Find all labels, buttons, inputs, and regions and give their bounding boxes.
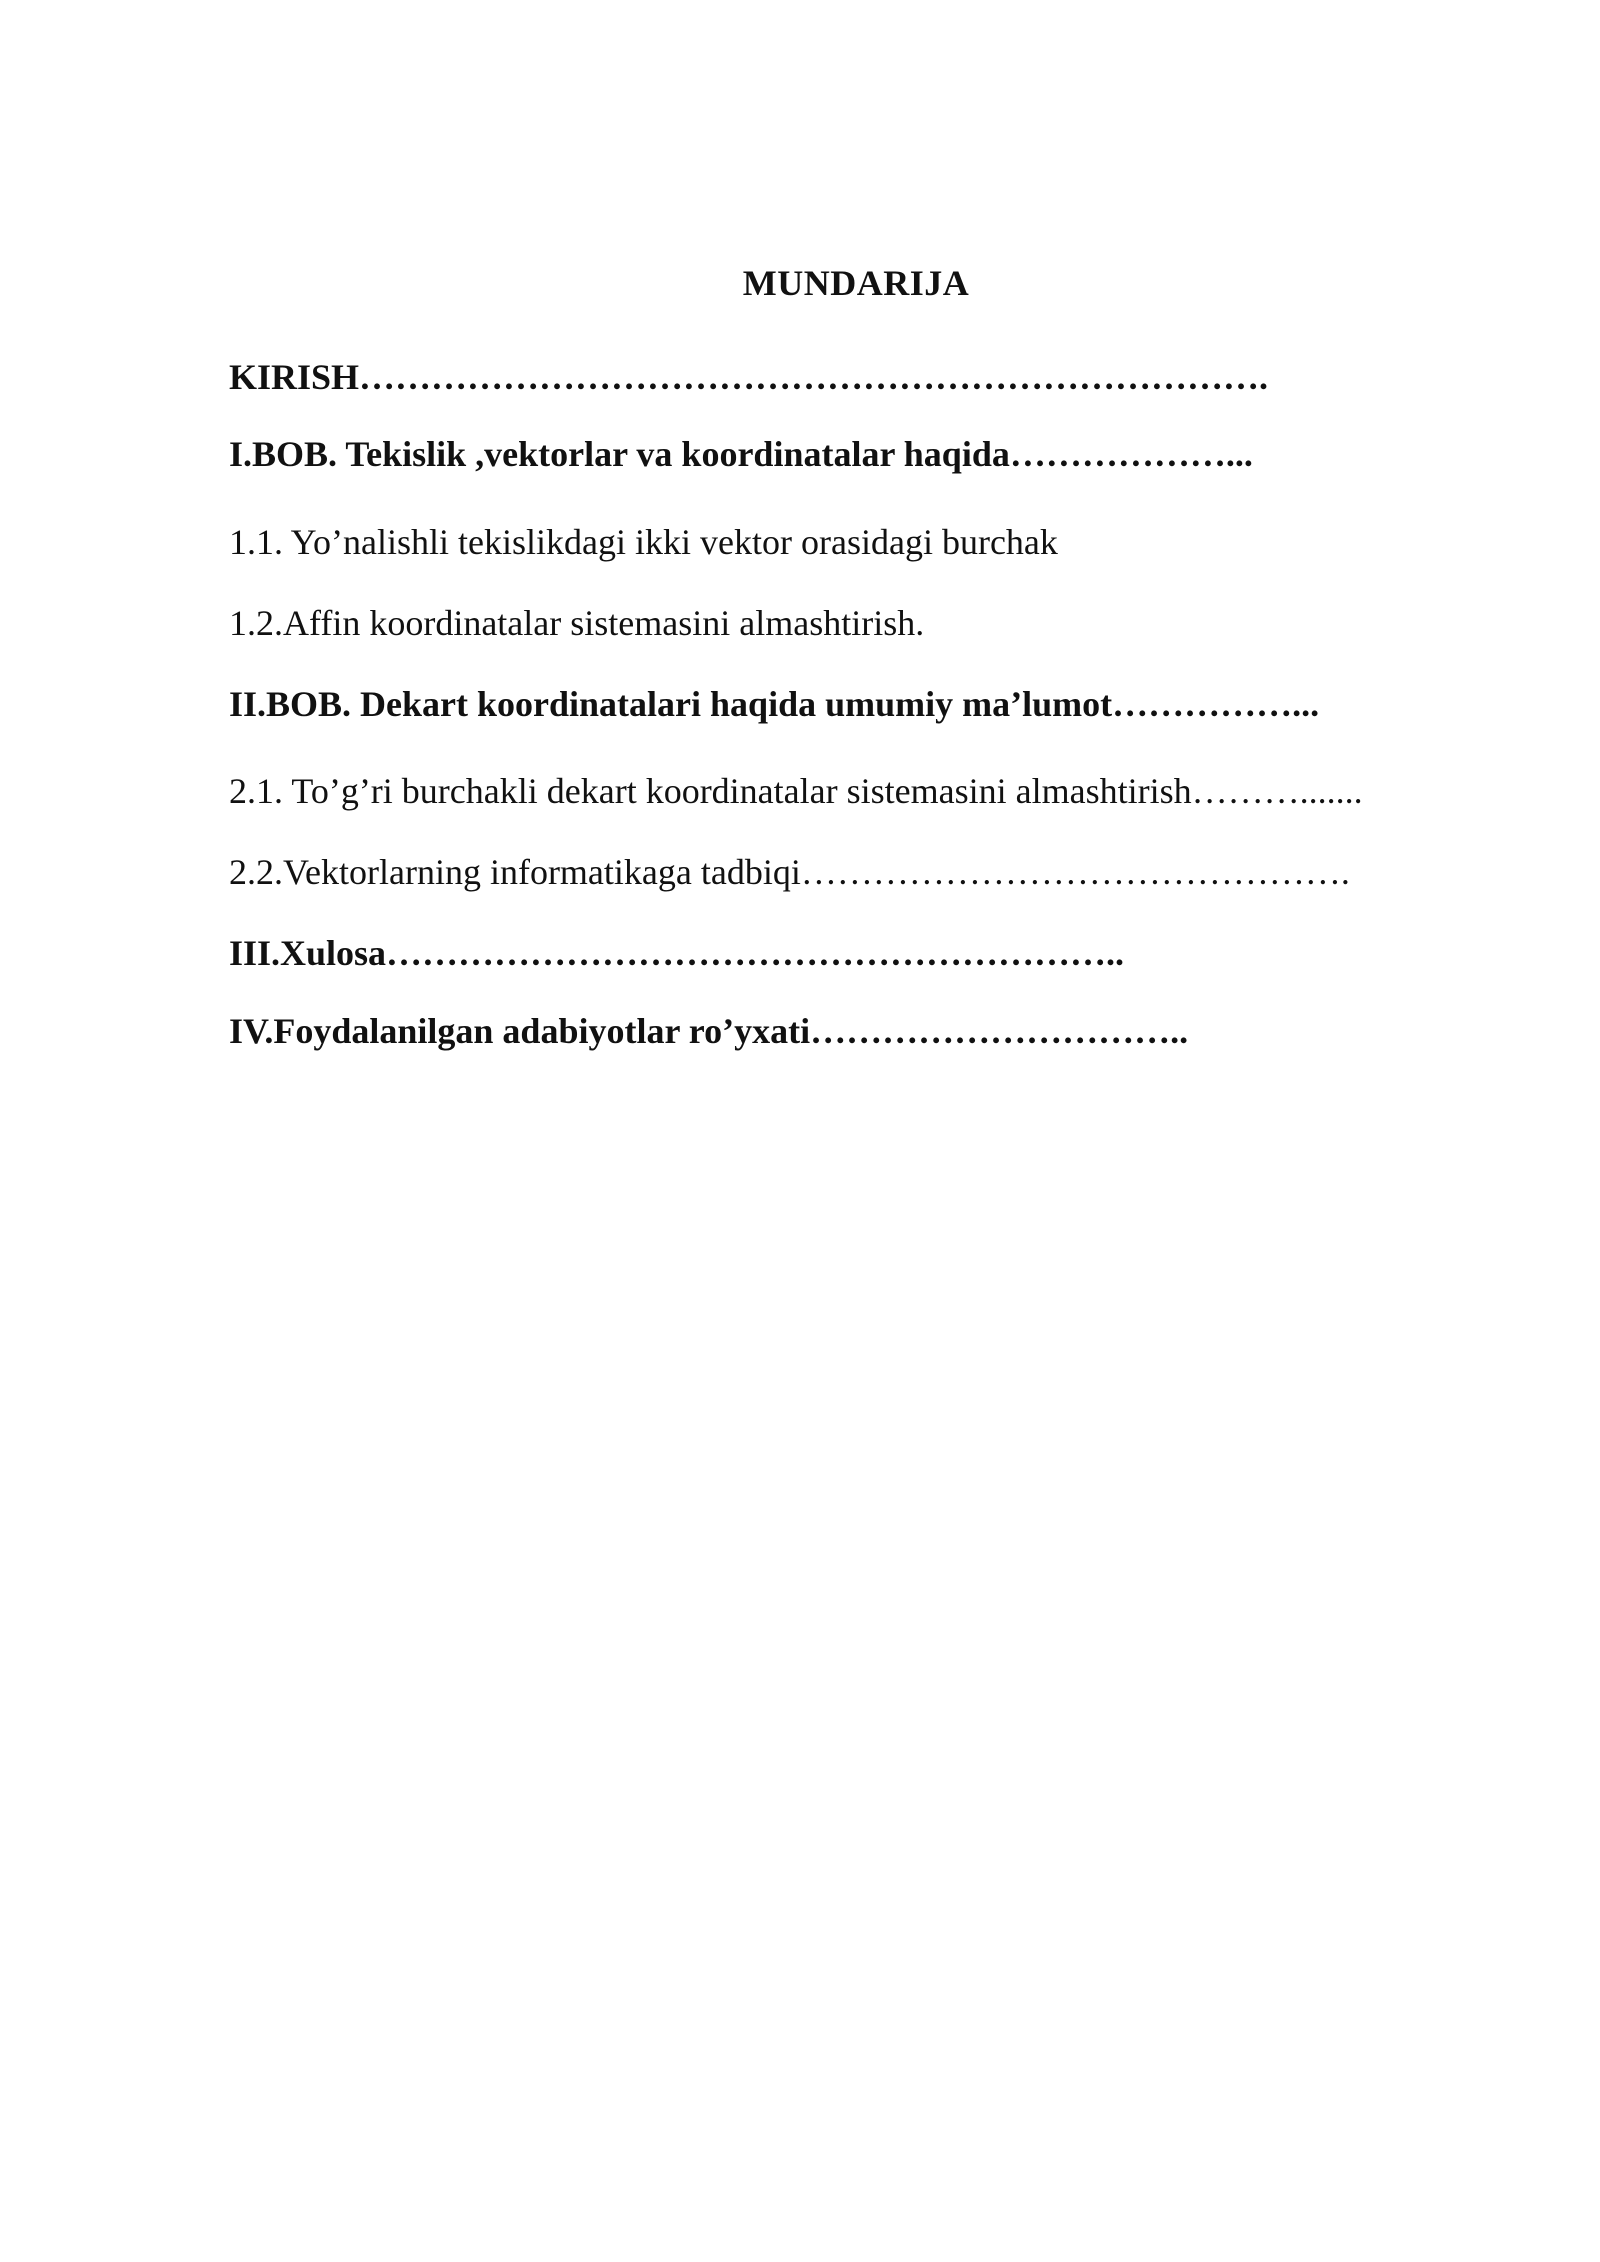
toc-item-chapter-2: II.BOB. Dekart koordinatalari haqida umumiy ma’lumot……………... [229, 684, 1320, 724]
toc-item-section-1-1: 1.1. Yo’nalishli tekislikdagi ikki vektor orasidagi burchak [229, 522, 1058, 562]
toc-item-section-2-2: 2.2.Vektorlarning informatikaga tadbiqi………………………………………. [229, 852, 1350, 892]
toc-item-references: IV.Foydalanilgan adabiyotlar ro’yxati………………………….. [229, 1011, 1189, 1051]
toc-item-kirish: KIRISH…………………………………………………………………. [229, 357, 1269, 397]
toc-item-section-2-1: 2.1. To’g’ri burchakli dekart koordinatalar sistemasini almashtirish………....... [229, 771, 1363, 811]
toc-item-section-1-2: 1.2.Affin koordinatalar sistemasini almashtirish. [229, 603, 925, 643]
page-title: MUNDARIJA [742, 263, 970, 303]
toc-item-chapter-1: I.BOB. Tekislik ,vektorlar va koordinatalar haqida………………... [229, 434, 1253, 474]
toc-item-conclusion: III.Xulosa…………………………………………………….. [229, 933, 1125, 973]
